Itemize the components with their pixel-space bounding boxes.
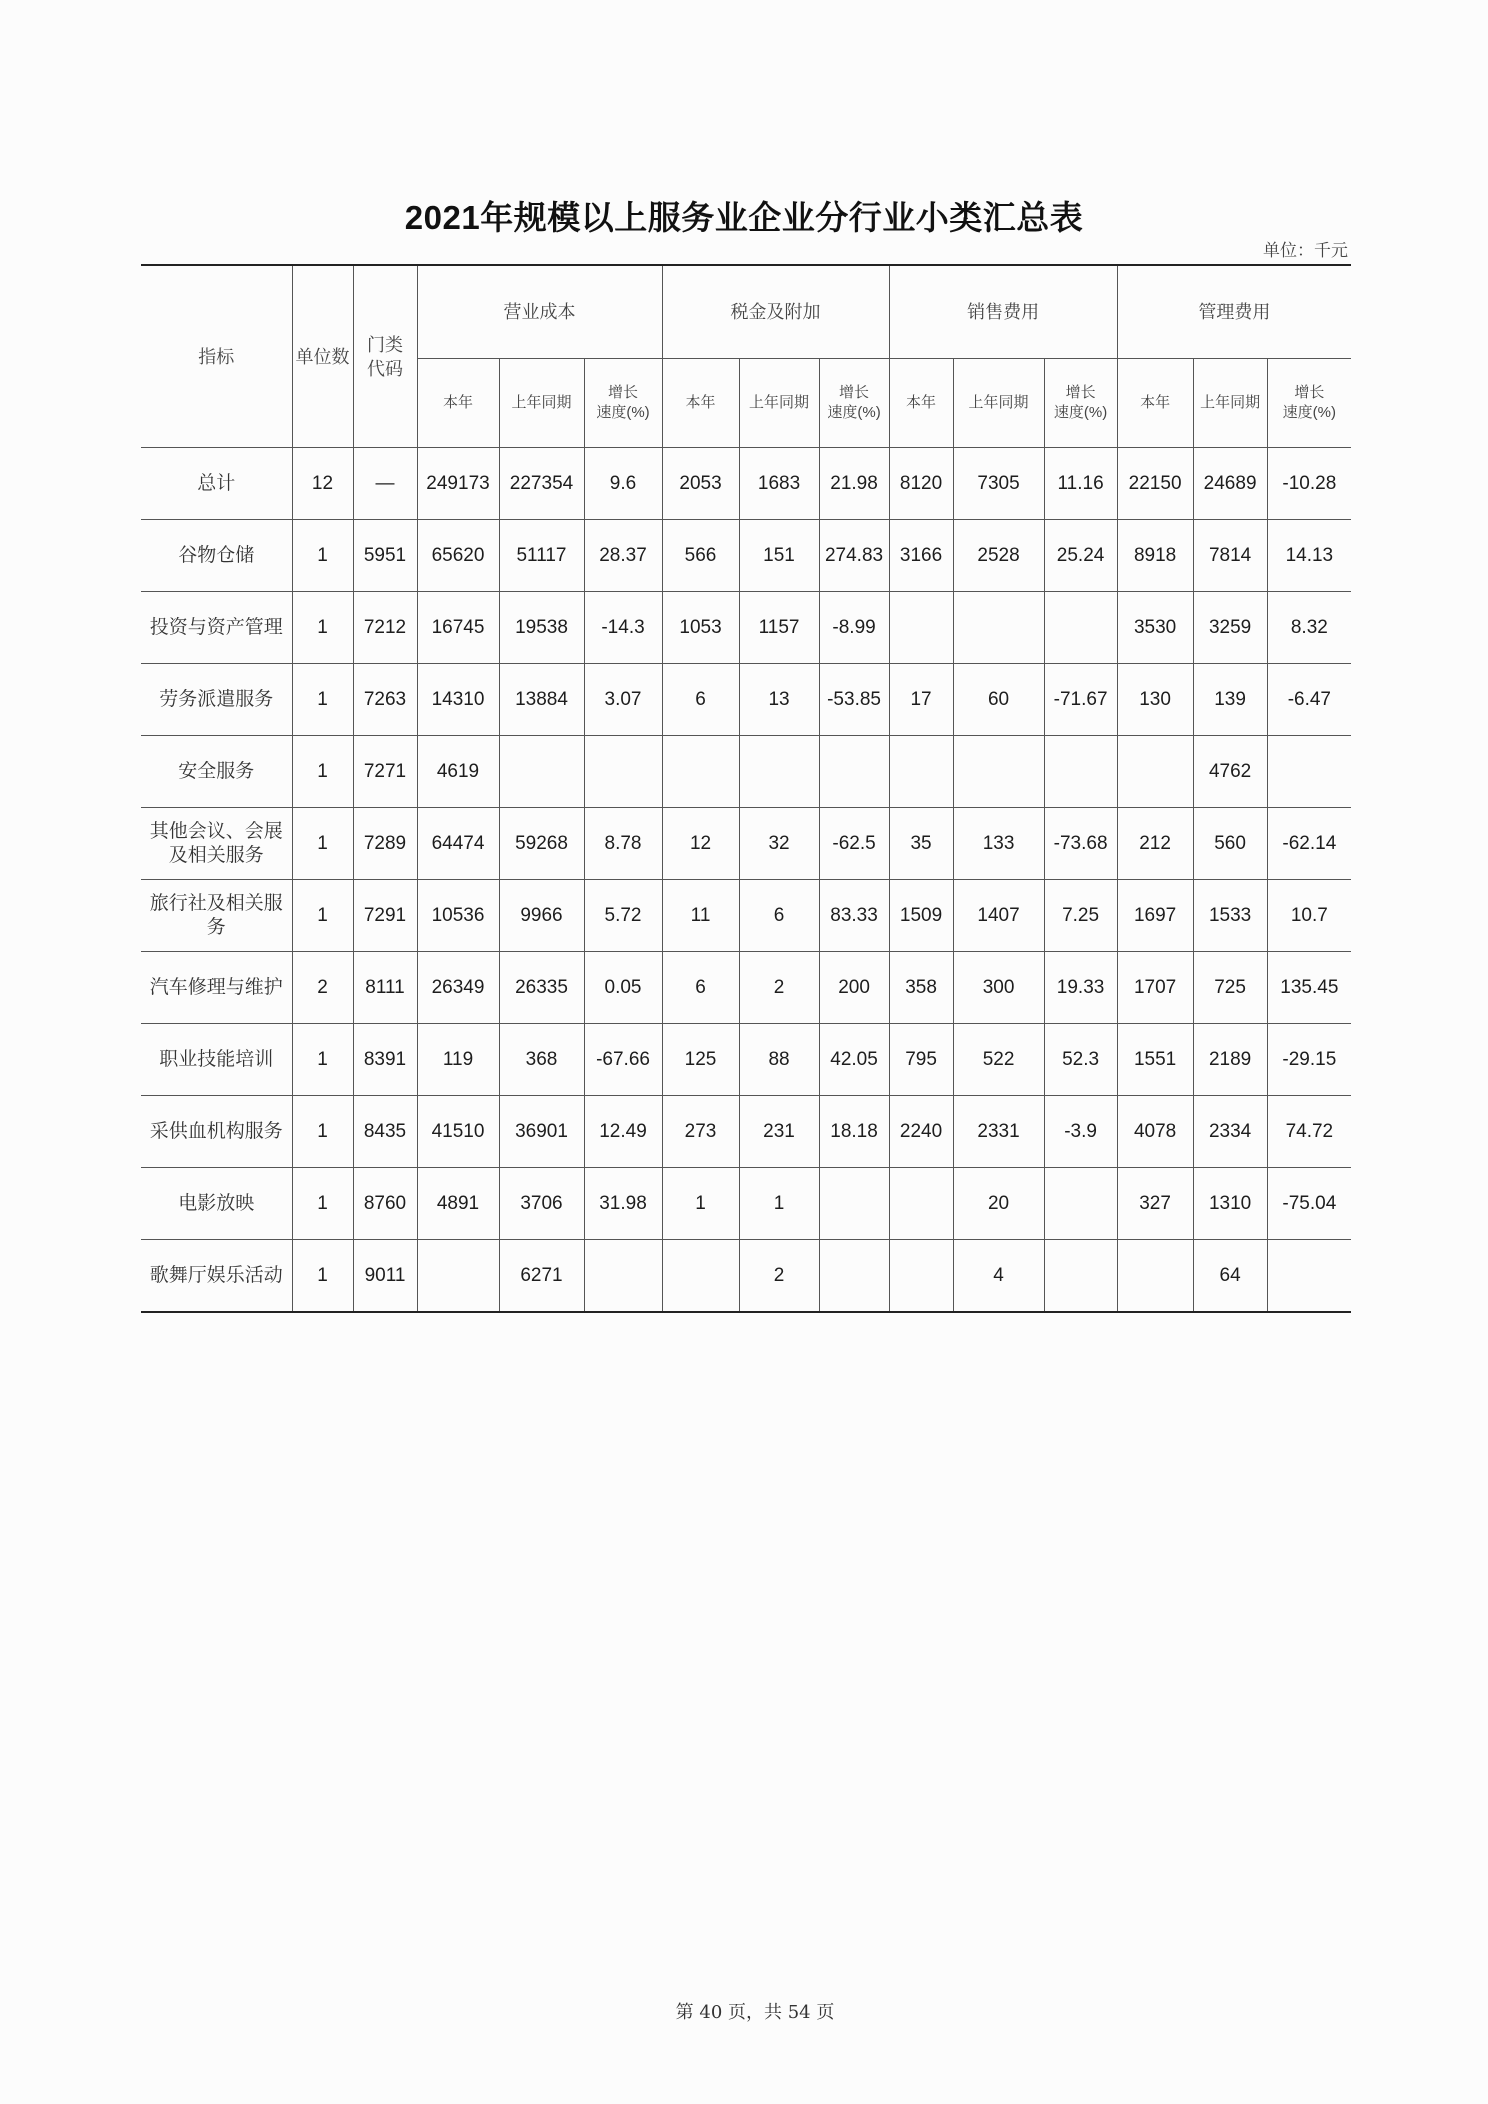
cell-sales-expense-current	[889, 592, 953, 664]
cell-sales-expense-current: 795	[889, 1024, 953, 1096]
cell-operating-cost-current: 64474	[417, 808, 499, 880]
cell-admin-expense-current	[1117, 1240, 1193, 1313]
subheader-operating-cost-previous: 上年同期	[499, 359, 584, 448]
cell-tax-surcharge-growth: 18.18	[819, 1096, 889, 1168]
subheader-operating-cost-growth: 增长 速度(%)	[584, 359, 662, 448]
subheader-tax-surcharge-previous: 上年同期	[739, 359, 819, 448]
header-tax-surcharge: 税金及附加	[662, 265, 889, 359]
cell-sales-expense-previous: 60	[953, 664, 1044, 736]
table-row	[141, 952, 1351, 1024]
cell-tax-surcharge-previous: 88	[739, 1024, 819, 1096]
cell-operating-cost-previous: 59268	[499, 808, 584, 880]
cell-unit-count: 1	[292, 520, 353, 592]
cell-operating-cost-previous: 36901	[499, 1096, 584, 1168]
cell-operating-cost-previous: 19538	[499, 592, 584, 664]
subheader-sales-expense-current: 本年	[889, 359, 953, 448]
cell-admin-expense-growth: 10.7	[1267, 880, 1351, 952]
cell-tax-surcharge-previous: 151	[739, 520, 819, 592]
cell-tax-surcharge-current: 1	[662, 1168, 739, 1240]
cell-tax-surcharge-current: 125	[662, 1024, 739, 1096]
header-category-code	[353, 265, 417, 448]
cell-sales-expense-previous: 300	[953, 952, 1044, 1024]
cell-operating-cost-previous: 227354	[499, 448, 584, 520]
cell-operating-cost-growth: 5.72	[584, 880, 662, 952]
row-label: 汽车修理与维护	[141, 952, 292, 1024]
cell-admin-expense-growth: -75.04	[1267, 1168, 1351, 1240]
header-category-code-text: 门类 代码	[367, 334, 403, 379]
cell-operating-cost-previous: 26335	[499, 952, 584, 1024]
cell-admin-expense-previous: 560	[1193, 808, 1267, 880]
cell-sales-expense-growth: -73.68	[1044, 808, 1117, 880]
cell-operating-cost-growth: 12.49	[584, 1096, 662, 1168]
cell-sales-expense-previous: 20	[953, 1168, 1044, 1240]
table-row	[141, 520, 1351, 592]
header-sales-expense: 销售费用	[889, 265, 1117, 359]
cell-tax-surcharge-growth: 21.98	[819, 448, 889, 520]
cell-category-code: 8435	[353, 1096, 417, 1168]
cell-tax-surcharge-growth: 83.33	[819, 880, 889, 952]
cell-operating-cost-current	[417, 1240, 499, 1313]
subheader-admin-expense-growth: 增长 速度(%)	[1267, 359, 1351, 448]
cell-unit-count: 1	[292, 1240, 353, 1313]
summary-table	[141, 264, 1351, 1313]
cell-admin-expense-growth: -6.47	[1267, 664, 1351, 736]
cell-admin-expense-previous: 2334	[1193, 1096, 1267, 1168]
cell-operating-cost-current: 4619	[417, 736, 499, 808]
cell-sales-expense-previous: 4	[953, 1240, 1044, 1313]
page-title: 2021年规模以上服务业企业分行业小类汇总表	[404, 199, 1084, 236]
cell-tax-surcharge-growth	[819, 736, 889, 808]
cell-admin-expense-previous: 3259	[1193, 592, 1267, 664]
table-row	[141, 664, 1351, 736]
cell-operating-cost-current: 16745	[417, 592, 499, 664]
cell-sales-expense-growth: 25.24	[1044, 520, 1117, 592]
cell-operating-cost-previous: 51117	[499, 520, 584, 592]
cell-sales-expense-previous: 522	[953, 1024, 1044, 1096]
cell-unit-count: 1	[292, 592, 353, 664]
cell-admin-expense-growth: 135.45	[1267, 952, 1351, 1024]
cell-admin-expense-current: 8918	[1117, 520, 1193, 592]
cell-tax-surcharge-current: 273	[662, 1096, 739, 1168]
cell-unit-count: 1	[292, 736, 353, 808]
cell-tax-surcharge-current: 6	[662, 664, 739, 736]
table-row	[141, 1024, 1351, 1096]
cell-admin-expense-current: 3530	[1117, 592, 1193, 664]
cell-tax-surcharge-growth: -53.85	[819, 664, 889, 736]
cell-sales-expense-current: 1509	[889, 880, 953, 952]
cell-sales-expense-current: 358	[889, 952, 953, 1024]
cell-operating-cost-growth: 9.6	[584, 448, 662, 520]
cell-admin-expense-growth	[1267, 736, 1351, 808]
cell-sales-expense-previous: 7305	[953, 448, 1044, 520]
cell-sales-expense-growth	[1044, 1168, 1117, 1240]
cell-operating-cost-current: 4891	[417, 1168, 499, 1240]
cell-admin-expense-growth: -29.15	[1267, 1024, 1351, 1096]
cell-sales-expense-current	[889, 1240, 953, 1313]
subheader-admin-expense-current: 本年	[1117, 359, 1193, 448]
cell-sales-expense-previous: 1407	[953, 880, 1044, 952]
cell-admin-expense-growth: -10.28	[1267, 448, 1351, 520]
row-label: 旅行社及相关服 务	[141, 880, 292, 952]
cell-operating-cost-previous: 9966	[499, 880, 584, 952]
cell-sales-expense-growth: -71.67	[1044, 664, 1117, 736]
cell-tax-surcharge-current	[662, 1240, 739, 1313]
cell-operating-cost-growth: 31.98	[584, 1168, 662, 1240]
cell-tax-surcharge-previous: 2	[739, 1240, 819, 1313]
cell-operating-cost-current: 119	[417, 1024, 499, 1096]
cell-sales-expense-current	[889, 1168, 953, 1240]
cell-admin-expense-current: 212	[1117, 808, 1193, 880]
cell-tax-surcharge-previous: 1157	[739, 592, 819, 664]
cell-operating-cost-growth: 8.78	[584, 808, 662, 880]
cell-operating-cost-growth: 28.37	[584, 520, 662, 592]
cell-unit-count: 1	[292, 880, 353, 952]
header-unit-count: 单位数	[292, 265, 353, 448]
table-row	[141, 1240, 1351, 1313]
cell-tax-surcharge-growth: 42.05	[819, 1024, 889, 1096]
cell-sales-expense-previous: 2528	[953, 520, 1044, 592]
cell-operating-cost-growth: -67.66	[584, 1024, 662, 1096]
cell-admin-expense-previous: 1533	[1193, 880, 1267, 952]
cell-tax-surcharge-previous: 1	[739, 1168, 819, 1240]
cell-tax-surcharge-current: 2053	[662, 448, 739, 520]
row-label: 采供血机构服务	[141, 1096, 292, 1168]
cell-category-code: 8111	[353, 952, 417, 1024]
cell-admin-expense-growth: 14.13	[1267, 520, 1351, 592]
cell-tax-surcharge-growth: 274.83	[819, 520, 889, 592]
row-label: 谷物仓储	[141, 520, 292, 592]
cell-admin-expense-current: 4078	[1117, 1096, 1193, 1168]
cell-admin-expense-current: 1551	[1117, 1024, 1193, 1096]
subheader-sales-expense-previous: 上年同期	[953, 359, 1044, 448]
cell-admin-expense-current: 22150	[1117, 448, 1193, 520]
cell-sales-expense-growth: -3.9	[1044, 1096, 1117, 1168]
cell-operating-cost-current: 26349	[417, 952, 499, 1024]
cell-unit-count: 1	[292, 664, 353, 736]
cell-sales-expense-growth: 7.25	[1044, 880, 1117, 952]
cell-tax-surcharge-previous	[739, 736, 819, 808]
cell-sales-expense-growth	[1044, 592, 1117, 664]
cell-admin-expense-previous: 4762	[1193, 736, 1267, 808]
cell-operating-cost-previous: 6271	[499, 1240, 584, 1313]
cell-admin-expense-growth	[1267, 1240, 1351, 1313]
cell-sales-expense-growth	[1044, 1240, 1117, 1313]
cell-admin-expense-current	[1117, 736, 1193, 808]
subheader-sales-expense-growth: 增长 速度(%)	[1044, 359, 1117, 448]
cell-admin-expense-current: 1707	[1117, 952, 1193, 1024]
cell-category-code: 9011	[353, 1240, 417, 1313]
header-operating-cost: 营业成本	[417, 265, 662, 359]
cell-admin-expense-previous: 24689	[1193, 448, 1267, 520]
header-row-groups	[141, 265, 1351, 359]
cell-operating-cost-current: 10536	[417, 880, 499, 952]
cell-tax-surcharge-current: 6	[662, 952, 739, 1024]
table-body	[141, 448, 1351, 1313]
cell-tax-surcharge-growth: 200	[819, 952, 889, 1024]
cell-tax-surcharge-previous: 2	[739, 952, 819, 1024]
cell-operating-cost-current: 41510	[417, 1096, 499, 1168]
table-row	[141, 808, 1351, 880]
cell-unit-count: 1	[292, 1096, 353, 1168]
header-indicator: 指标	[141, 265, 292, 448]
cell-tax-surcharge-previous: 32	[739, 808, 819, 880]
row-label: 其他会议、会展 及相关服务	[141, 808, 292, 880]
row-label: 总计	[141, 448, 292, 520]
cell-tax-surcharge-growth: -8.99	[819, 592, 889, 664]
subheader-tax-surcharge-growth: 增长 速度(%)	[819, 359, 889, 448]
cell-tax-surcharge-current: 11	[662, 880, 739, 952]
cell-tax-surcharge-previous: 1683	[739, 448, 819, 520]
cell-tax-surcharge-previous: 6	[739, 880, 819, 952]
cell-unit-count: 1	[292, 808, 353, 880]
cell-admin-expense-growth: 74.72	[1267, 1096, 1351, 1168]
table-row	[141, 592, 1351, 664]
cell-category-code: 8391	[353, 1024, 417, 1096]
cell-tax-surcharge-previous: 13	[739, 664, 819, 736]
cell-category-code: 5951	[353, 520, 417, 592]
cell-operating-cost-growth	[584, 736, 662, 808]
cell-sales-expense-growth: 19.33	[1044, 952, 1117, 1024]
table-row	[141, 448, 1351, 520]
cell-sales-expense-previous: 133	[953, 808, 1044, 880]
cell-admin-expense-previous: 139	[1193, 664, 1267, 736]
row-label: 电影放映	[141, 1168, 292, 1240]
row-label: 投资与资产管理	[141, 592, 292, 664]
cell-admin-expense-growth: -62.14	[1267, 808, 1351, 880]
cell-category-code: 7271	[353, 736, 417, 808]
cell-tax-surcharge-growth	[819, 1168, 889, 1240]
cell-sales-expense-current: 3166	[889, 520, 953, 592]
cell-tax-surcharge-growth: -62.5	[819, 808, 889, 880]
cell-sales-expense-growth: 11.16	[1044, 448, 1117, 520]
cell-admin-expense-previous: 7814	[1193, 520, 1267, 592]
cell-tax-surcharge-current: 1053	[662, 592, 739, 664]
cell-sales-expense-previous	[953, 592, 1044, 664]
cell-tax-surcharge-previous: 231	[739, 1096, 819, 1168]
cell-operating-cost-previous: 3706	[499, 1168, 584, 1240]
cell-admin-expense-current: 327	[1117, 1168, 1193, 1240]
subheader-tax-surcharge-current: 本年	[662, 359, 739, 448]
page-footer: 第 40 页，共 54 页	[675, 2002, 835, 2023]
row-label: 安全服务	[141, 736, 292, 808]
cell-category-code: —	[353, 448, 417, 520]
cell-tax-surcharge-current: 566	[662, 520, 739, 592]
cell-category-code: 7263	[353, 664, 417, 736]
cell-sales-expense-growth	[1044, 736, 1117, 808]
cell-admin-expense-previous: 2189	[1193, 1024, 1267, 1096]
cell-category-code: 8760	[353, 1168, 417, 1240]
header-admin-expense: 管理费用	[1117, 265, 1351, 359]
cell-sales-expense-previous	[953, 736, 1044, 808]
cell-sales-expense-current: 17	[889, 664, 953, 736]
cell-operating-cost-previous: 368	[499, 1024, 584, 1096]
cell-operating-cost-current: 249173	[417, 448, 499, 520]
table-row	[141, 1096, 1351, 1168]
cell-unit-count: 2	[292, 952, 353, 1024]
subheader-operating-cost-current: 本年	[417, 359, 499, 448]
cell-category-code: 7291	[353, 880, 417, 952]
cell-unit-count: 1	[292, 1168, 353, 1240]
cell-category-code: 7289	[353, 808, 417, 880]
cell-admin-expense-previous: 1310	[1193, 1168, 1267, 1240]
cell-admin-expense-current: 130	[1117, 664, 1193, 736]
cell-admin-expense-previous: 725	[1193, 952, 1267, 1024]
cell-operating-cost-growth: 0.05	[584, 952, 662, 1024]
row-label: 歌舞厅娱乐活动	[141, 1240, 292, 1313]
row-label: 职业技能培训	[141, 1024, 292, 1096]
cell-category-code: 7212	[353, 592, 417, 664]
table-header	[141, 265, 1351, 448]
cell-operating-cost-current: 14310	[417, 664, 499, 736]
unit-label: 单位：千元	[1263, 241, 1348, 260]
cell-sales-expense-previous: 2331	[953, 1096, 1044, 1168]
cell-sales-expense-current: 2240	[889, 1096, 953, 1168]
cell-unit-count: 12	[292, 448, 353, 520]
cell-unit-count: 1	[292, 1024, 353, 1096]
cell-admin-expense-current: 1697	[1117, 880, 1193, 952]
table-row	[141, 1168, 1351, 1240]
row-label: 劳务派遣服务	[141, 664, 292, 736]
cell-sales-expense-growth: 52.3	[1044, 1024, 1117, 1096]
cell-operating-cost-growth: -14.3	[584, 592, 662, 664]
cell-sales-expense-current: 35	[889, 808, 953, 880]
cell-admin-expense-previous: 64	[1193, 1240, 1267, 1313]
table-row	[141, 736, 1351, 808]
cell-operating-cost-previous: 13884	[499, 664, 584, 736]
cell-admin-expense-growth: 8.32	[1267, 592, 1351, 664]
cell-tax-surcharge-growth	[819, 1240, 889, 1313]
cell-operating-cost-growth	[584, 1240, 662, 1313]
cell-tax-surcharge-current: 12	[662, 808, 739, 880]
cell-sales-expense-current	[889, 736, 953, 808]
subheader-admin-expense-previous: 上年同期	[1193, 359, 1267, 448]
cell-operating-cost-previous	[499, 736, 584, 808]
cell-sales-expense-current: 8120	[889, 448, 953, 520]
cell-tax-surcharge-current	[662, 736, 739, 808]
cell-operating-cost-current: 65620	[417, 520, 499, 592]
cell-operating-cost-growth: 3.07	[584, 664, 662, 736]
table-row	[141, 880, 1351, 952]
